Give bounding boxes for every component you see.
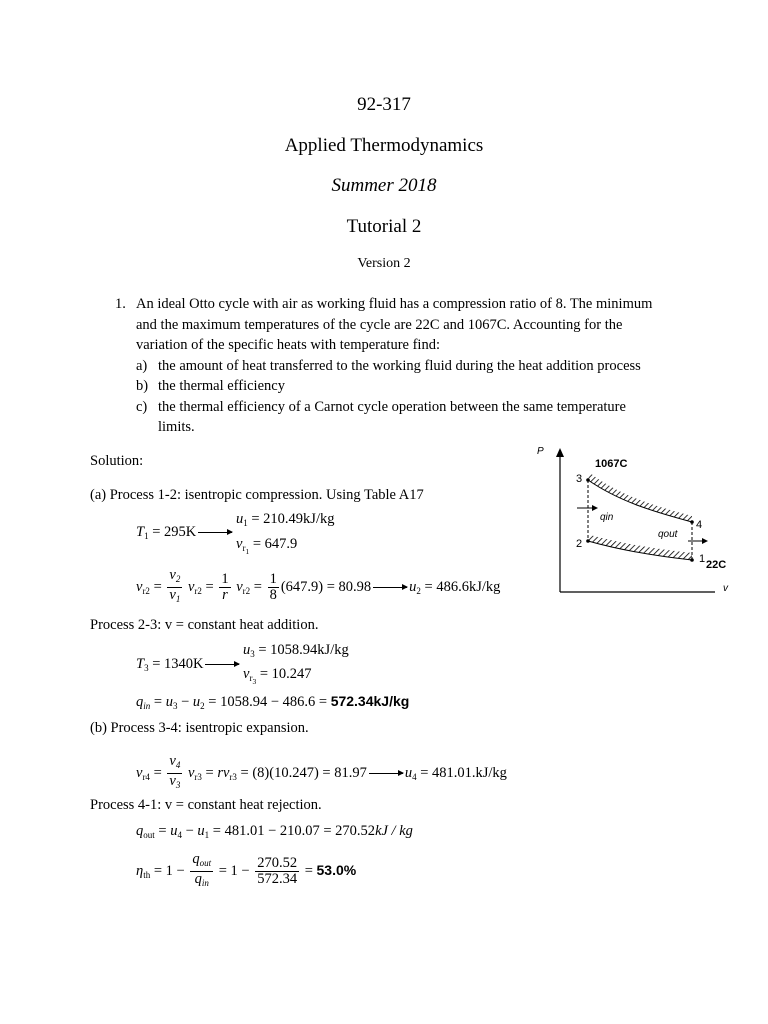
vr1-equation: $v_{r_1} = 647.9$ <box>236 536 298 556</box>
course-code: 92-317 <box>357 94 411 115</box>
part-b-text: the thermal efficiency <box>158 378 285 394</box>
point-4-label: 4 <box>696 519 703 531</box>
efficiency-equation: $\eta_{th} = 1$ − $\frac{q_{out}}{q_{in}}$ = 1 − $\frac{270.52}{572.34}$ = 53.0% <box>136 851 357 888</box>
qin-equation: $q_{in} = u_3 - u_2 = 1058.94 - 486.6 = 572.34kJ/kg$ <box>136 693 410 711</box>
solution-label: Solution: <box>90 453 144 469</box>
part-a-heading: (a) Process 1-2: isentropic compression. Using Table A17 <box>90 487 424 503</box>
part-b-heading: (b) Process 3-4: isentropic expansion. <box>90 720 309 736</box>
process-41-heading: Process 4-1: v = constant heat rejection. <box>90 797 322 813</box>
version-label: Version 2 <box>357 256 411 271</box>
point-2-label: 2 <box>576 538 583 550</box>
part-b-label: b) <box>136 378 149 394</box>
part-c-text-cont: limits. <box>158 419 195 435</box>
qout-equation: $q_{out} = u_4 - u_1 = 481.01 - 210.07 = 270.52kJ$ / kg <box>136 823 413 840</box>
vr3-equation: $v_{r_3} = 10.247$ <box>243 666 312 686</box>
qout-arrowhead <box>702 538 708 544</box>
part-a-text: the amount of heat transferred to the working fluid during the heat addition process <box>158 358 641 374</box>
term: Summer 2018 <box>331 175 437 196</box>
vr4-equation: $v_{r4}$ = $\frac{v_4}{v_3}$ $v_{r3} = rv_{r3} = (8)(10.247) = 81.97$ $u_4 = 481.01.kJ/kg$ <box>136 753 507 790</box>
t-max-label: 1067C <box>595 458 628 470</box>
course-name: Applied Thermodynamics <box>284 135 484 156</box>
qout-label: qout <box>658 529 678 540</box>
problem-number: 1. <box>115 296 126 312</box>
t1-equation: $T_1 = 295K$ <box>136 524 234 541</box>
problem-line-3: variation of the specific heats with temperature find: <box>136 337 440 353</box>
efficiency-result: 53.0% <box>316 861 357 878</box>
part-c-text: the thermal efficiency of a Carnot cycle operation between the same temperature <box>158 399 626 415</box>
qin-result: 572.34kJ/kg <box>330 693 410 709</box>
point-2 <box>586 539 590 543</box>
part-c-label: c) <box>136 399 148 415</box>
problem-line-1: An ideal Otto cycle with air as working fluid has a compression ratio of 8. The minimum <box>136 296 653 312</box>
pv-diagram <box>530 440 740 600</box>
u1-equation: $u_1 = 210.49kJ/kg$ <box>236 511 335 528</box>
point-3 <box>586 478 590 482</box>
point-4 <box>690 520 694 524</box>
v-axis-label: v <box>723 583 728 594</box>
t-min-label: 22C <box>706 559 727 571</box>
p-axis-label: P <box>537 446 544 457</box>
point-1 <box>690 558 694 562</box>
u3-equation: $u_3 = 1058.94kJ/kg$ <box>243 642 349 659</box>
t3-equation: $T_3 = 1340K$ <box>136 656 241 673</box>
point-3-label: 3 <box>576 473 583 485</box>
part-a-label: a) <box>136 358 148 374</box>
p-axis-arrow <box>556 448 564 457</box>
vr2-equation: $v_{r2}$ = $\frac{v_2}{v_1}$ $v_{r2}$ = $\frac{1}{r}$ $v_{r2}$ = $\frac{1}{8}$ (647.9) = 80.98 $u_2 = 486.6kJ/kg$ <box>136 567 501 604</box>
process-23-heading: Process 2-3: v = constant heat addition. <box>90 617 319 633</box>
problem-line-2: and the maximum temperatures of the cycle are 22C and 1067C. Accounting for the <box>136 317 623 333</box>
qin-label: qin <box>600 512 614 523</box>
point-1-label: 1 <box>699 553 706 565</box>
tutorial-title: Tutorial 2 <box>346 216 422 237</box>
qin-arrowhead <box>592 505 598 511</box>
